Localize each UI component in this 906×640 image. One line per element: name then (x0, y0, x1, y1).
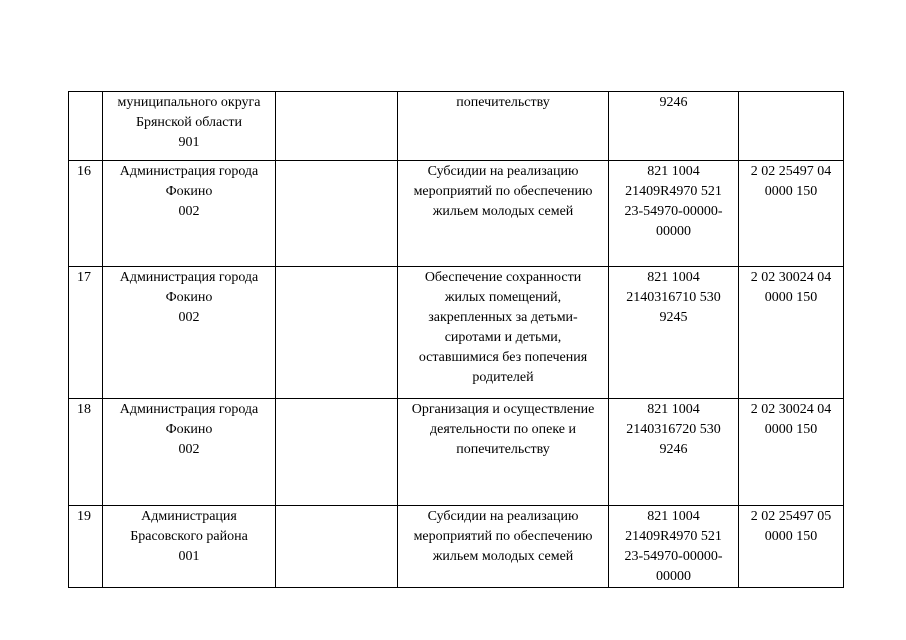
revenue-code-cell: 2 02 30024 04 0000 150 (739, 399, 844, 506)
empty-cell (276, 161, 398, 267)
table-row (69, 506, 844, 588)
organization-cell: Администрация города Фокино 002 (103, 267, 276, 399)
row-number: 17 (69, 267, 103, 399)
row-number (69, 92, 103, 161)
organization-cell: Администрация Брасовского района 001 (103, 506, 276, 588)
budget-code-cell: 821 1004 21409R4970 521 23-54970-00000- 00000 (609, 161, 739, 267)
revenue-code-cell: 2 02 30024 04 0000 150 (739, 267, 844, 399)
purpose-cell: Обеспечение сохранности жилых помещений, закрепленных за детьми- сиротами и детьми, оставшимися без попечения родителей (398, 267, 609, 399)
table-row (69, 161, 844, 267)
organization-cell: Администрация города Фокино 002 (103, 161, 276, 267)
empty-cell (276, 399, 398, 506)
revenue-code-cell (739, 92, 844, 161)
purpose-cell: Субсидии на реализацию мероприятий по обеспечению жильем молодых семей (398, 506, 609, 588)
empty-cell (276, 92, 398, 161)
organization-cell: Администрация города Фокино 002 (103, 399, 276, 506)
subsidy-table (68, 91, 844, 588)
revenue-code-cell: 2 02 25497 04 0000 150 (739, 161, 844, 267)
budget-code-cell: 9246 (609, 92, 739, 161)
organization-cell: муниципального округа Брянской области 901 (103, 92, 276, 161)
purpose-cell: Субсидии на реализацию мероприятий по обеспечению жильем молодых семей (398, 161, 609, 267)
purpose-cell: Организация и осуществление деятельности по опеке и попечительству (398, 399, 609, 506)
budget-code-cell: 821 1004 21409R4970 521 23-54970-00000- 00000 (609, 506, 739, 588)
table-row (69, 399, 844, 506)
row-number: 19 (69, 506, 103, 588)
budget-code-cell: 821 1004 2140316710 530 9245 (609, 267, 739, 399)
table-row (69, 267, 844, 399)
budget-code-cell: 821 1004 2140316720 530 9246 (609, 399, 739, 506)
purpose-cell: попечительству (398, 92, 609, 161)
row-number: 16 (69, 161, 103, 267)
row-number: 18 (69, 399, 103, 506)
empty-cell (276, 267, 398, 399)
revenue-code-cell: 2 02 25497 05 0000 150 (739, 506, 844, 588)
empty-cell (276, 506, 398, 588)
table-row (69, 92, 844, 161)
